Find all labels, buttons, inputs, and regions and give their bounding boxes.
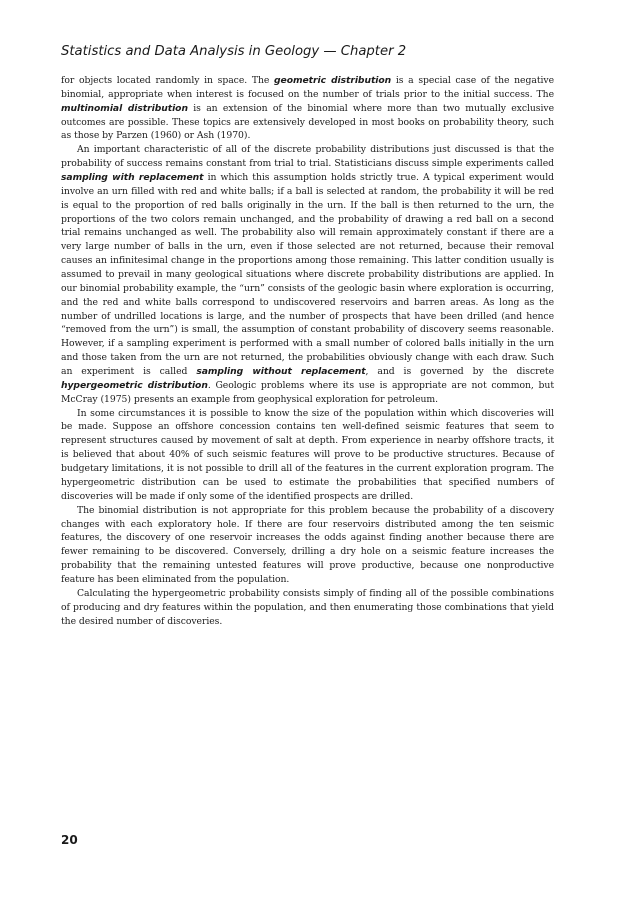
text-segment: An important characteristic of all of the discrete probability distributions just discussed is that the probability of success remains constant from trial to trial. Statisticians discuss simple experiments called	[61, 144, 554, 170]
paragraph-sampling	[61, 143, 554, 406]
body-text	[61, 74, 554, 628]
running-header: Statistics and Data Analysis in Geology — Chapter 2	[61, 44, 407, 59]
text-segment: The binomial distribution is not appropriate for this problem because the probability of a discovery changes with each exploratory hole. If there are four reservoirs distributed among the ten seismic features, the discovery of one reservoir increases the odds against finding another because there are fewer remaining to be discovered. Conversely, drilling a dry hole on a seismic feature increases the probability that the remaining untested features will prove productive, because one nonproductive feature has been eliminated from the population.	[61, 504, 554, 585]
text-segment: Calculating the hypergeometric probability consists simply of finding all of the possible combinations of producing and dry features within the population, and then enumerating those combinations that yield the desired number of discoveries.	[61, 587, 554, 627]
term-multinomial-distribution: multinomial distribution	[61, 102, 188, 114]
text-segment: in which this assumption holds strictly true. A typical experiment would involve an urn filled with red and white balls; if a ball is selected at random, the probability it will be red is equal to the proportion of red balls originally in the urn. If the ball is then returned to the urn, the proportions of the two colors remain unchanged, and the probability of drawing a red ball on a second trial remains unchanged as well. The probability also will remain approximately constant if there are a very large number of balls in the urn, even if those selected are not returned, because their removal causes an infinitesimal change in the proportions among those remaining. This latter condition usually is assumed to prevail in many geological situations where discrete probability distributions are applied. In our binomial probability example, the “urn” consists of the geologic basin where exploration is occurring, and the red and white balls correspond to undiscovered reservoirs and barren areas. As long as the number of undrilled locations is large, and the number of prospects that have been drilled (and hence “removed from the urn”) is small, the assumption of constant probability of discovery seems reasonable. However, if a sampling experiment is performed with a small number of colored balls initially in the urn and those taken from the urn are not returned, the probabilities obviously change with each draw. Such an experiment is called	[61, 172, 554, 378]
term-sampling-with-replacement: sampling with replacement	[61, 172, 204, 184]
text-segment: , and is governed by the discrete	[365, 366, 554, 378]
term-geometric-distribution: geometric distribution	[274, 75, 392, 86]
paragraph-binomial-inappropriate	[61, 504, 554, 587]
term-sampling-without-replacement: sampling without replacement	[196, 366, 366, 378]
text-segment: In some circumstances it is possible to know the size of the population within which discoveries will be made. Suppose an offshore concession contains ten well-defined seismic features that seem to represent structures caused by movement of salt at depth. From experience in nearby offshore tracts, it is believed that about 40% of such seismic features will prove to be productive structures. Because of budgetary limitations, it is not possible to drill all of the features in the current exploration program. The hypergeometric distribution can be used to estimate the probabilities that specified numbers of discoveries will be made if only some of the identified prospects are drilled.	[61, 407, 554, 502]
page-number: 20	[61, 833, 78, 847]
term-hypergeometric-distribution: hypergeometric distribution	[61, 379, 208, 391]
paragraph-continuation	[61, 74, 554, 143]
paragraph-seismic-example	[61, 407, 554, 504]
text-segment: . Geologic problems where its use is appropriate are not common, but McCray (1975) presents an example from geophysical exploration for petroleum.	[61, 379, 554, 405]
text-segment: is a special case of the negative binomial, appropriate when interest is focused on the number of trials prior to the initial success. The	[61, 75, 554, 100]
text-segment: for objects located randomly in space. The	[61, 75, 274, 86]
text-segment: is an extension of the binomial where more than two mutually exclusive outcomes are possible. These topics are extensively developed in most books on probability theory, such as those by Parzen (1960) or Ash (1970).	[61, 102, 554, 142]
paragraph-calculation	[61, 587, 554, 629]
